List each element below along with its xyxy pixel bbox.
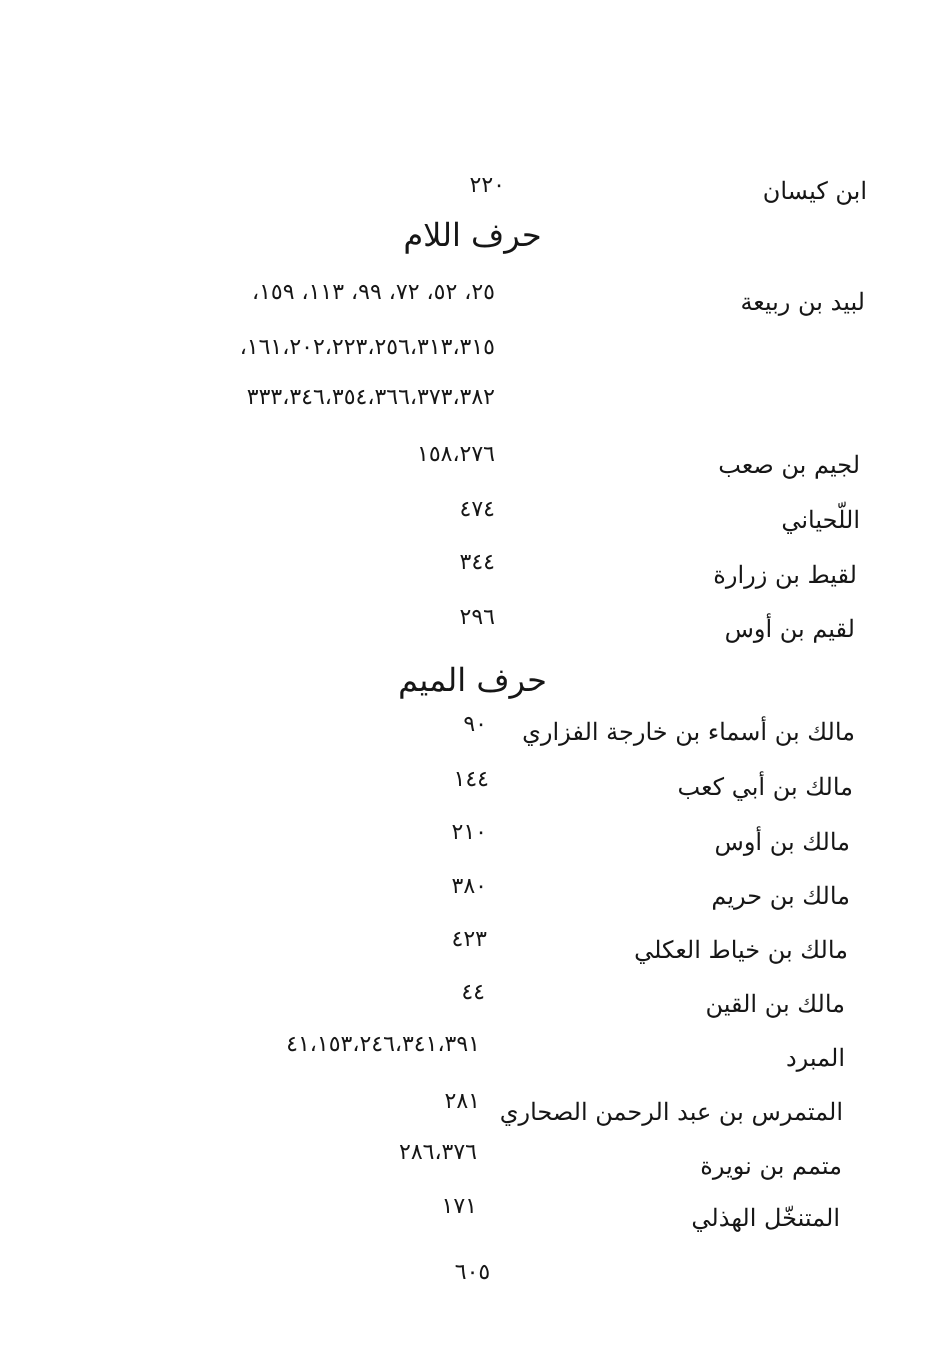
entry-name: مالك بن أبي كعب [677, 773, 853, 801]
entry-name: مالك بن أوس [714, 828, 850, 856]
entry-name: لجيم بن صعب [718, 451, 860, 479]
entry-pages: ٩٠ [463, 712, 487, 737]
entry-name: اللّحياني [781, 506, 860, 534]
entry-pages: ٢٩٦ [459, 605, 495, 630]
section-heading-lam: حرف اللام [403, 216, 542, 254]
entry-pages-line: ٣٣٣،٣٤٦،٣٥٤،٣٦٦،٣٧٣،٣٨٢ [246, 385, 495, 410]
entry-pages: ٢٢٠ [469, 173, 505, 198]
entry-name: لقيط بن زرارة [713, 561, 857, 589]
entry-name: مالك بن أسماء بن خارجة الفزاري [522, 718, 855, 746]
entry-name: المبرد [785, 1044, 845, 1072]
entry-name: لقيم بن أوس [724, 615, 855, 643]
entry-pages: ١٧١ [441, 1194, 477, 1219]
entry-name: لبيد بن ربيعة [740, 288, 865, 316]
page-number: ٦٠٥ [454, 1260, 491, 1285]
entry-pages: ٤٤ [461, 980, 485, 1005]
entry-pages: ١٥٨،٢٧٦ [417, 442, 495, 467]
entry-name: متمم بن نويرة [700, 1152, 842, 1180]
entry-name: ابن كيسان [762, 177, 867, 205]
entry-pages: ٢٨١ [444, 1089, 480, 1114]
entry-pages: ٢١٠ [451, 820, 487, 845]
entry-pages: ٤١،١٥٣،٢٤٦،٣٤١،٣٩١ [286, 1032, 480, 1057]
entry-pages-line: ١٦١،٢٠٢،٢٢٣،٢٥٦،٣١٣،٣١٥، [239, 335, 495, 360]
entry-name: مالك بن خياط العكلي [634, 936, 848, 964]
entry-pages: ٣٨٠ [451, 874, 487, 899]
entry-name: مالك بن القين [705, 990, 845, 1018]
entry-pages: ٤٢٣ [451, 927, 487, 952]
entry-pages: ١٤٤ [453, 767, 489, 792]
section-heading-mim: حرف الميم [398, 661, 547, 699]
entry-name: المتمرس بن عبد الرحمن الصحاري [499, 1098, 843, 1126]
entry-pages-line: ٢٥، ٥٢، ٧٢، ٩٩، ١١٣، ١٥٩، [251, 280, 495, 305]
entry-pages: ٤٧٤ [459, 497, 495, 522]
entry-name: المتنخّل الهذلي [691, 1204, 840, 1232]
entry-name: مالك بن حريم [711, 882, 850, 910]
entry-pages: ٣٤٤ [459, 550, 495, 575]
entry-pages: ٢٨٦،٣٧٦ [399, 1140, 477, 1165]
